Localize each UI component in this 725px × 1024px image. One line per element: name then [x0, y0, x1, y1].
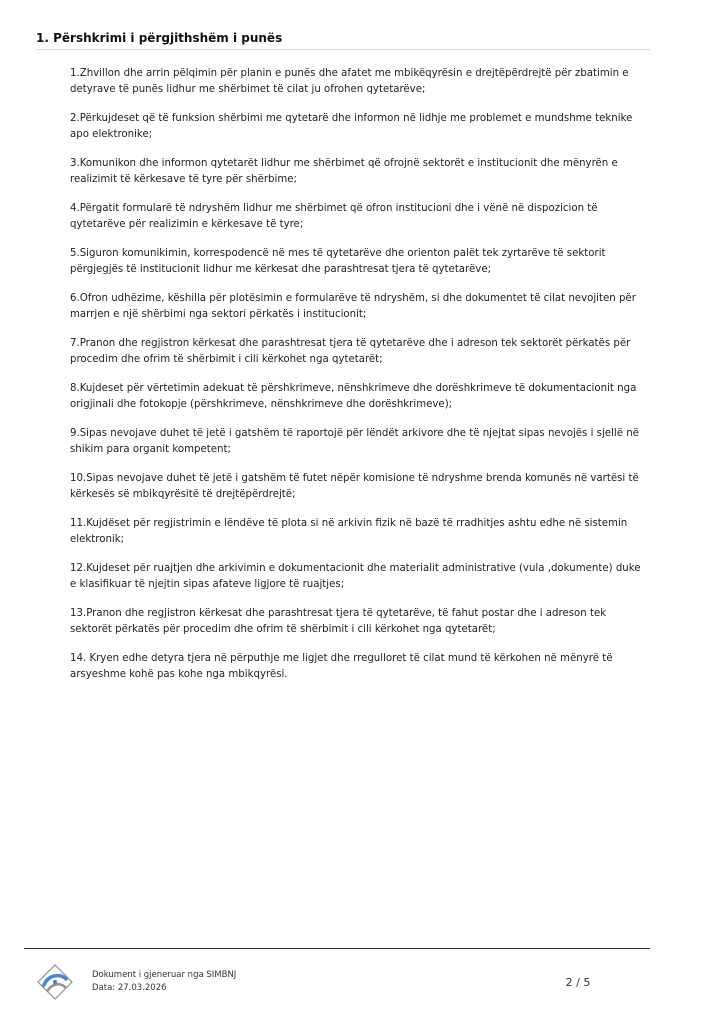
duty-item: 7.Pranon dhe regjistron kërkesat dhe parashtresat tjera të qytetarëve dhe i adreson tek sektorët përkatës për procedim dhe ofrim të shërbimit i cili kërkohet nga qytetarët;	[70, 338, 631, 365]
duty-item: 4.Përgatit formularë të ndryshëm lidhur me shërbimet që ofron institucioni dhe i vënë në dispozicion të qytetarëve për realizimin e kërkesave të tyre;	[70, 203, 598, 230]
duties-list	[70, 66, 650, 696]
duty-item: 3.Komunikon dhe informon qytetarët lidhur me shërbimet që ofrojnë sektorët e institucionit dhe mënyrën e realizimit të kërkesave të tyre për shërbime;	[70, 158, 618, 185]
duty-item: 2.Përkujdeset që të funksion shërbimi me qytetarë dhe informon në lidhje me problemet e mundshme teknike apo elektronike;	[70, 113, 633, 140]
duty-item: 14. Kryen edhe detyra tjera në përputhje me ligjet dhe rregulloret të cilat mund të kërkohen në mënyrë të arsyeshme kohë pas kohe nga mbikqyrësi.	[70, 653, 613, 680]
duty-item: 8.Kujdeset për vërtetimin adekuat të përshkrimeve, nënshkrimeve dhe dorëshkrimeve të dokumentacionit nga origjinali dhe fotokopje (përshkrimeve, nënshkrimeve dhe dorëshkrimeve);	[70, 383, 637, 410]
duty-item: 6.Ofron udhëzime, këshilla për plotësimin e formularëve të ndryshëm, si dhe dokumentet të cilat nevojiten për marrjen e një shërbimi nga sektori përkatës i institucionit;	[70, 293, 636, 320]
section-title: 1. Përshkrimi i përgjithshëm i punës	[36, 31, 283, 45]
page-number: 2 / 5	[565, 976, 591, 989]
duty-item: 12.Kujdeset për ruajtjen dhe arkivimin e dokumentacionit dhe materialit administrative (vula ,dokumente) duke e klasifikuar të njejtin sipas afateve ligjore të ruajtjes;	[70, 563, 641, 590]
simbnj-logo-icon	[36, 963, 74, 1001]
footer-date: Data: 27.03.2026	[92, 983, 167, 993]
duty-item: 1.Zhvillon dhe arrin pëlqimin për planin e punës dhe afatet me mbikëqyrësin e drejtëpërdrejtë për zbatimin e detyrave të punës lidhur me shërbimet të cilat ju ofrohen qytetarëve;	[70, 68, 629, 95]
logo-graphic	[36, 963, 74, 1001]
section-header	[36, 27, 650, 50]
duty-item: 5.Siguron komunikimin, korrespodencë në mes të qytetarëve dhe orienton palët tek zyrtarëve të sektorit përgjegjës të institucionit lidhur me kërkesat dhe parashtresat tjera të qytetarëve;	[70, 248, 606, 275]
footer-generated-by: Dokument i gjeneruar nga SIMBNJ	[92, 970, 237, 980]
duty-item: 13.Pranon dhe regjistron kërkesat dhe parashtresat tjera të qytetarëve, të fahut postar dhe i adreson tek sektorët përkatës për procedim dhe ofrim të shërbimit i cili kërkohet nga qytetarët;	[70, 608, 607, 635]
duty-item: 10.Sipas nevojave duhet të jetë i gatshëm të futet nëpër komisione të ndryshme brenda komunës në vartësi të kërkesës së mbikqyrësitë të drejtëpërdrejtë;	[70, 473, 639, 500]
duty-item: 9.Sipas nevojave duhet të jetë i gatshëm të raportojë për lëndët arkivore dhe të njejtat sipas nevojës i sjellë në shikim para organit kompetent;	[70, 428, 639, 455]
duty-item: 11.Kujdëset për regjistrimin e lëndëve të plota si në arkivin fizik në bazë të rradhitjes ashtu edhe në sistemin elektronik;	[70, 518, 628, 545]
footer-divider	[24, 948, 650, 949]
footer-info	[92, 969, 236, 995]
